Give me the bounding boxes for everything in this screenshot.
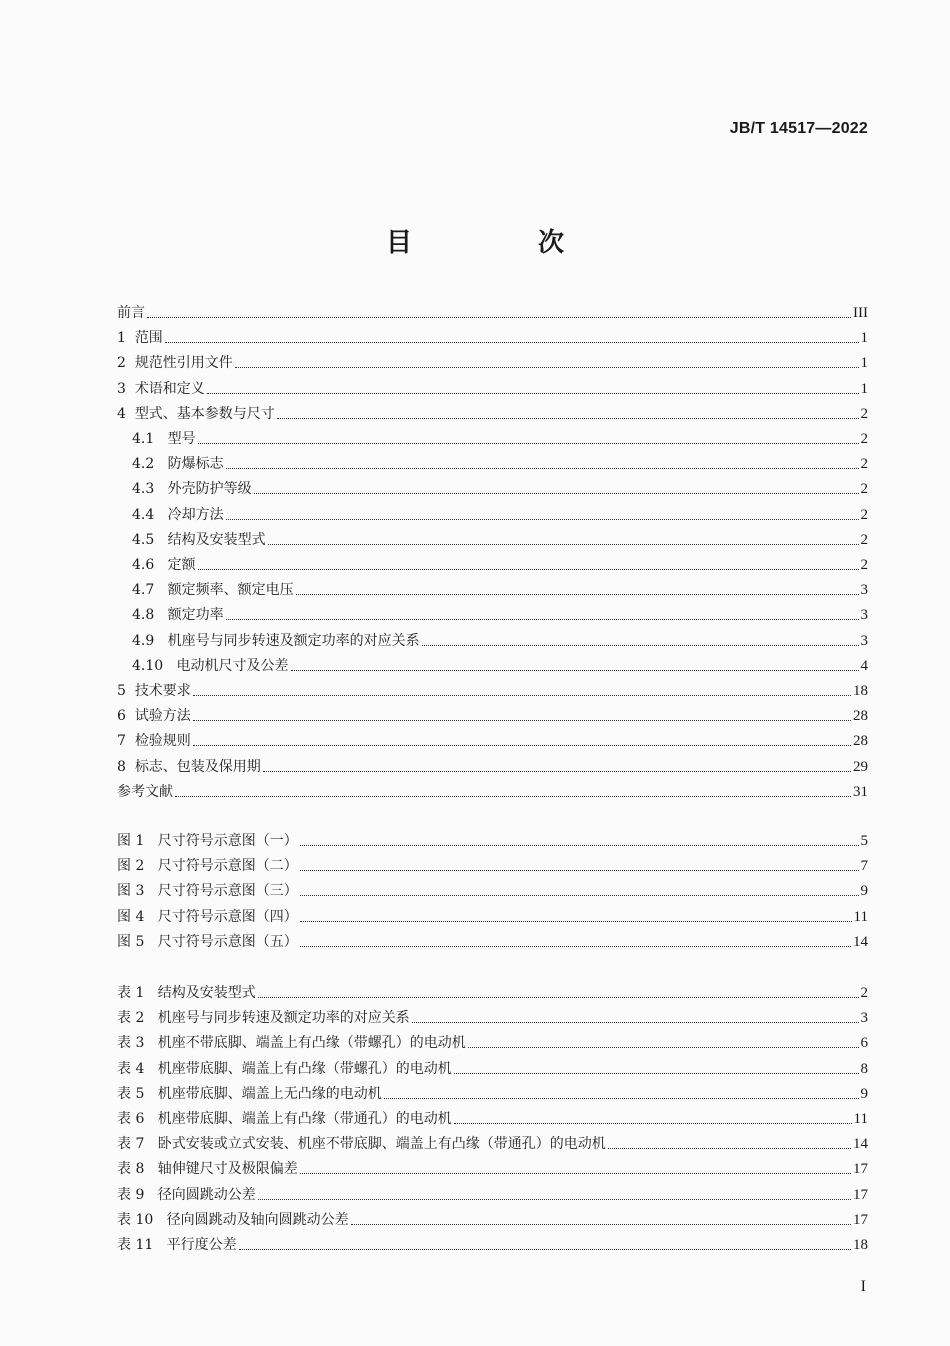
toc-entry-label: 尺寸符号示意图（二） <box>157 858 298 875</box>
toc-entry-page: 5 <box>860 833 868 849</box>
toc-entry[interactable] <box>117 853 868 875</box>
toc-leader-dots <box>226 468 859 469</box>
toc-entry-number: 4.4 <box>132 506 168 523</box>
toc-entry-label: 轴伸键尺寸及极限偏差 <box>157 1161 298 1178</box>
toc-entry[interactable] <box>117 376 868 398</box>
toc-entry[interactable] <box>132 451 868 473</box>
toc-entry[interactable] <box>117 325 868 347</box>
toc-leader-dots <box>277 418 859 419</box>
toc-entry-page: III <box>853 305 868 321</box>
toc-entry-page: 9 <box>860 883 868 900</box>
toc-leader-dots <box>207 393 859 394</box>
toc-leader-dots <box>198 569 859 570</box>
toc-entry-page: 6 <box>860 1035 868 1052</box>
toc-entry-number: 表 1 <box>117 985 158 1001</box>
toc-entry-number: 1 <box>117 330 135 347</box>
toc-entry-label: 机座带底脚、端盖上有凸缘（带通孔）的电动机 <box>157 1111 452 1127</box>
toc-entry-label: 平行度公差 <box>166 1237 237 1253</box>
toc-leader-dots <box>175 796 851 797</box>
toc-entry-page: 14 <box>853 1136 868 1153</box>
toc-entry-label: 型号 <box>167 431 196 447</box>
toc-entry-number: 图 1 <box>117 833 158 849</box>
toc-entry-label: 电动机尺寸及公差 <box>176 657 289 674</box>
toc-entry-page: 18 <box>853 1237 868 1253</box>
toc-entry-number: 3 <box>117 380 135 397</box>
toc-leader-dots <box>412 1022 859 1023</box>
toc-entry-page: 2 <box>860 531 868 548</box>
standard-number: JB/T 14517—2022 <box>729 120 868 137</box>
toc-entry[interactable] <box>132 602 868 624</box>
toc-entry-page: 29 <box>853 758 868 775</box>
toc-entry-page: 31 <box>853 783 868 800</box>
toc-entry[interactable] <box>117 703 868 725</box>
toc-leader-dots <box>254 493 859 494</box>
toc-entry[interactable] <box>117 904 868 926</box>
toc-entry-number: 图 4 <box>117 908 158 925</box>
toc-entry[interactable] <box>117 1056 868 1078</box>
toc-entry-label: 标志、包装及保用期 <box>134 758 261 775</box>
toc-entry[interactable] <box>117 878 868 900</box>
toc-entry-label: 机座带底脚、端盖上无凸缘的电动机 <box>157 1085 382 1102</box>
toc-entry-number: 5 <box>117 683 135 699</box>
toc-entry[interactable] <box>117 1030 868 1052</box>
toc-leader-dots <box>193 745 851 746</box>
toc-entry-label: 额定频率、额定电压 <box>167 582 294 599</box>
toc-entry-number: 表 6 <box>117 1111 158 1127</box>
toc-entry-label: 结构及安装型式 <box>157 985 256 1001</box>
toc-entry[interactable] <box>117 828 868 850</box>
toc-entry-label: 规范性引用文件 <box>134 355 233 372</box>
toc-leader-dots <box>258 1199 851 1200</box>
toc-leader-dots <box>384 1098 859 1099</box>
toc-entry-page: 7 <box>860 858 868 875</box>
toc-entry[interactable] <box>117 779 868 801</box>
toc-leader-dots <box>239 1249 851 1250</box>
toc-entry-page: 3 <box>860 607 868 624</box>
toc-entry-label: 尺寸符号示意图（一） <box>157 833 298 849</box>
toc-leader-dots <box>226 519 859 520</box>
toc-entry[interactable] <box>117 350 868 372</box>
toc-leader-dots <box>300 870 859 871</box>
toc-leader-dots <box>291 670 859 671</box>
toc-entry-page: 17 <box>853 1186 868 1203</box>
toc-entry-label: 定额 <box>167 557 196 573</box>
page-title: 目 次 <box>385 228 614 258</box>
toc-entry-label: 卧式安装或立式安装、机座不带底脚、端盖上有凸缘（带通孔）的电动机 <box>157 1136 606 1153</box>
toc-entry-page: 14 <box>853 933 868 950</box>
toc-entry[interactable] <box>117 754 868 776</box>
toc-entry-page: 1 <box>860 330 868 347</box>
footer-page-number: I <box>860 1278 866 1295</box>
toc-entry-label: 尺寸符号示意图（五） <box>157 933 298 950</box>
toc-entry[interactable] <box>117 728 868 750</box>
toc-entry-label: 范围 <box>134 330 163 347</box>
toc-entry-number: 4.9 <box>132 632 168 649</box>
toc-entry[interactable] <box>117 1081 868 1103</box>
toc-entry-label: 术语和定义 <box>134 380 205 397</box>
toc-entry[interactable] <box>132 552 868 574</box>
toc-entry[interactable] <box>117 1131 868 1153</box>
toc-entry[interactable] <box>132 426 868 448</box>
toc-entry-number: 4.3 <box>132 481 168 498</box>
toc-entry-page: 9 <box>860 1085 868 1102</box>
toc-leader-dots <box>300 946 851 947</box>
toc-entry-page: 11 <box>853 908 868 925</box>
toc-entry-number: 表 3 <box>117 1035 158 1052</box>
toc-entry-label: 冷却方法 <box>167 506 224 523</box>
toc-entry-number: 图 3 <box>117 883 158 900</box>
toc-leader-dots <box>351 1224 851 1225</box>
toc-entry-number: 表 2 <box>117 1010 158 1027</box>
toc-entry-number: 4.8 <box>132 607 168 624</box>
toc-entry-label: 外壳防护等级 <box>167 481 252 498</box>
toc-entry[interactable] <box>132 653 868 675</box>
toc-entry-number: 4.1 <box>132 431 168 447</box>
toc-leader-dots <box>608 1148 851 1149</box>
toc-entry-label: 结构及安装型式 <box>167 531 266 548</box>
toc-entry-number: 表 10 <box>117 1211 167 1228</box>
toc-entry-page: 2 <box>860 557 868 573</box>
toc-entry-label: 前言 <box>117 305 145 321</box>
toc-leader-dots <box>263 771 851 772</box>
toc-entry-number: 表 11 <box>117 1237 167 1253</box>
toc-entry-page: 3 <box>860 632 868 649</box>
toc-entry-label: 机座号与同步转速及额定功率的对应关系 <box>157 1010 410 1027</box>
toc-entry[interactable] <box>117 980 868 1002</box>
toc-entry-page: 2 <box>860 431 868 447</box>
toc-leader-dots <box>193 720 851 721</box>
toc-entry-page: 1 <box>860 355 868 372</box>
toc-entry[interactable] <box>132 527 868 549</box>
toc-entry-number: 4.6 <box>132 557 168 573</box>
toc-entry[interactable] <box>132 577 868 599</box>
toc-leader-dots <box>198 443 859 444</box>
toc-entry-number: 4.7 <box>132 582 168 599</box>
toc-leader-dots <box>258 997 859 998</box>
toc-leader-dots <box>454 1073 859 1074</box>
toc-entry[interactable] <box>117 678 868 700</box>
toc-entry-page: 2 <box>860 481 868 498</box>
toc-leader-dots <box>296 594 859 595</box>
toc-leader-dots <box>147 317 851 318</box>
toc-entry-number: 4.5 <box>132 531 168 548</box>
toc-entry[interactable] <box>132 628 868 650</box>
toc-entry-page: 11 <box>853 1111 868 1127</box>
toc-entry[interactable] <box>117 1232 868 1254</box>
toc-entry-number: 表 8 <box>117 1161 158 1178</box>
toc-entry-label: 机座带底脚、端盖上有凸缘（带螺孔）的电动机 <box>157 1060 452 1077</box>
toc-entry-page: 28 <box>853 708 868 725</box>
toc-entry-label: 额定功率 <box>167 607 224 624</box>
toc-entry[interactable] <box>117 1156 868 1178</box>
toc-entry-page: 8 <box>860 1060 868 1077</box>
toc-entry-label: 尺寸符号示意图（四） <box>157 908 298 925</box>
toc-leader-dots <box>454 1123 852 1124</box>
toc-entry-number: 图 5 <box>117 933 158 950</box>
toc-entry-page: 18 <box>853 683 868 699</box>
toc-leader-dots <box>300 921 852 922</box>
toc-entry-page: 4 <box>860 657 868 674</box>
toc-entry[interactable] <box>132 502 868 524</box>
toc-entry-page: 2 <box>860 456 868 473</box>
toc-leader-dots <box>268 544 859 545</box>
toc-entry-number: 4.10 <box>132 657 177 674</box>
toc-entry-label: 机座号与同步转速及额定功率的对应关系 <box>167 632 420 649</box>
toc-entry-page: 3 <box>860 1010 868 1027</box>
toc-entry-label: 参考文献 <box>117 783 173 800</box>
toc-entry-label: 径向圆跳动公差 <box>157 1186 256 1203</box>
toc-entry[interactable] <box>117 1207 868 1229</box>
toc-entry-label: 检验规则 <box>134 733 191 750</box>
toc-entry-page: 17 <box>853 1211 868 1228</box>
toc-entry-label: 尺寸符号示意图（三） <box>157 883 298 900</box>
toc-entry-label: 试验方法 <box>134 708 191 725</box>
toc-entry-number: 7 <box>117 733 135 750</box>
toc-leader-dots <box>235 367 859 368</box>
toc-entry-page: 2 <box>860 405 868 422</box>
toc-entry-number: 2 <box>117 355 135 372</box>
toc-entry-number: 4.2 <box>132 456 168 473</box>
toc-entry-label: 径向圆跳动及轴向圆跳动公差 <box>166 1211 349 1228</box>
toc-entry-number: 表 5 <box>117 1085 158 1102</box>
toc-entry-number: 8 <box>117 758 135 775</box>
toc-leader-dots <box>468 1047 859 1048</box>
toc-entry-page: 3 <box>860 582 868 599</box>
toc-leader-dots <box>422 645 859 646</box>
toc-entry[interactable] <box>117 1005 868 1027</box>
toc-leader-dots <box>300 1173 851 1174</box>
toc-entry-number: 6 <box>117 708 135 725</box>
toc-leader-dots <box>193 695 851 696</box>
toc-entry-page: 28 <box>853 733 868 750</box>
toc-entry-number: 表 4 <box>117 1060 158 1077</box>
toc-entry[interactable] <box>117 1106 868 1128</box>
toc-entry-label: 型式、基本参数与尺寸 <box>134 405 275 422</box>
toc-leader-dots <box>226 619 859 620</box>
toc-entry-number: 图 2 <box>117 858 158 875</box>
toc-entry-page: 2 <box>860 506 868 523</box>
toc-entry-label: 技术要求 <box>134 683 191 699</box>
toc-leader-dots <box>300 845 859 846</box>
toc-entry[interactable] <box>117 1182 868 1204</box>
toc-entry[interactable] <box>132 476 868 498</box>
toc-entry-page: 1 <box>860 380 868 397</box>
toc-leader-dots <box>300 895 859 896</box>
toc-leader-dots <box>165 342 859 343</box>
toc-entry-label: 机座不带底脚、端盖上有凸缘（带螺孔）的电动机 <box>157 1035 466 1052</box>
toc-entry[interactable] <box>117 300 868 322</box>
toc-entry-number: 4 <box>117 405 135 422</box>
toc-entry-number: 表 9 <box>117 1186 158 1203</box>
toc-entry-page: 2 <box>860 985 868 1001</box>
toc-entry-page: 17 <box>853 1161 868 1178</box>
toc-entry[interactable] <box>117 929 868 951</box>
toc-entry[interactable] <box>117 401 868 423</box>
toc-entry-label: 防爆标志 <box>167 456 224 473</box>
toc-entry-number: 表 7 <box>117 1136 158 1153</box>
